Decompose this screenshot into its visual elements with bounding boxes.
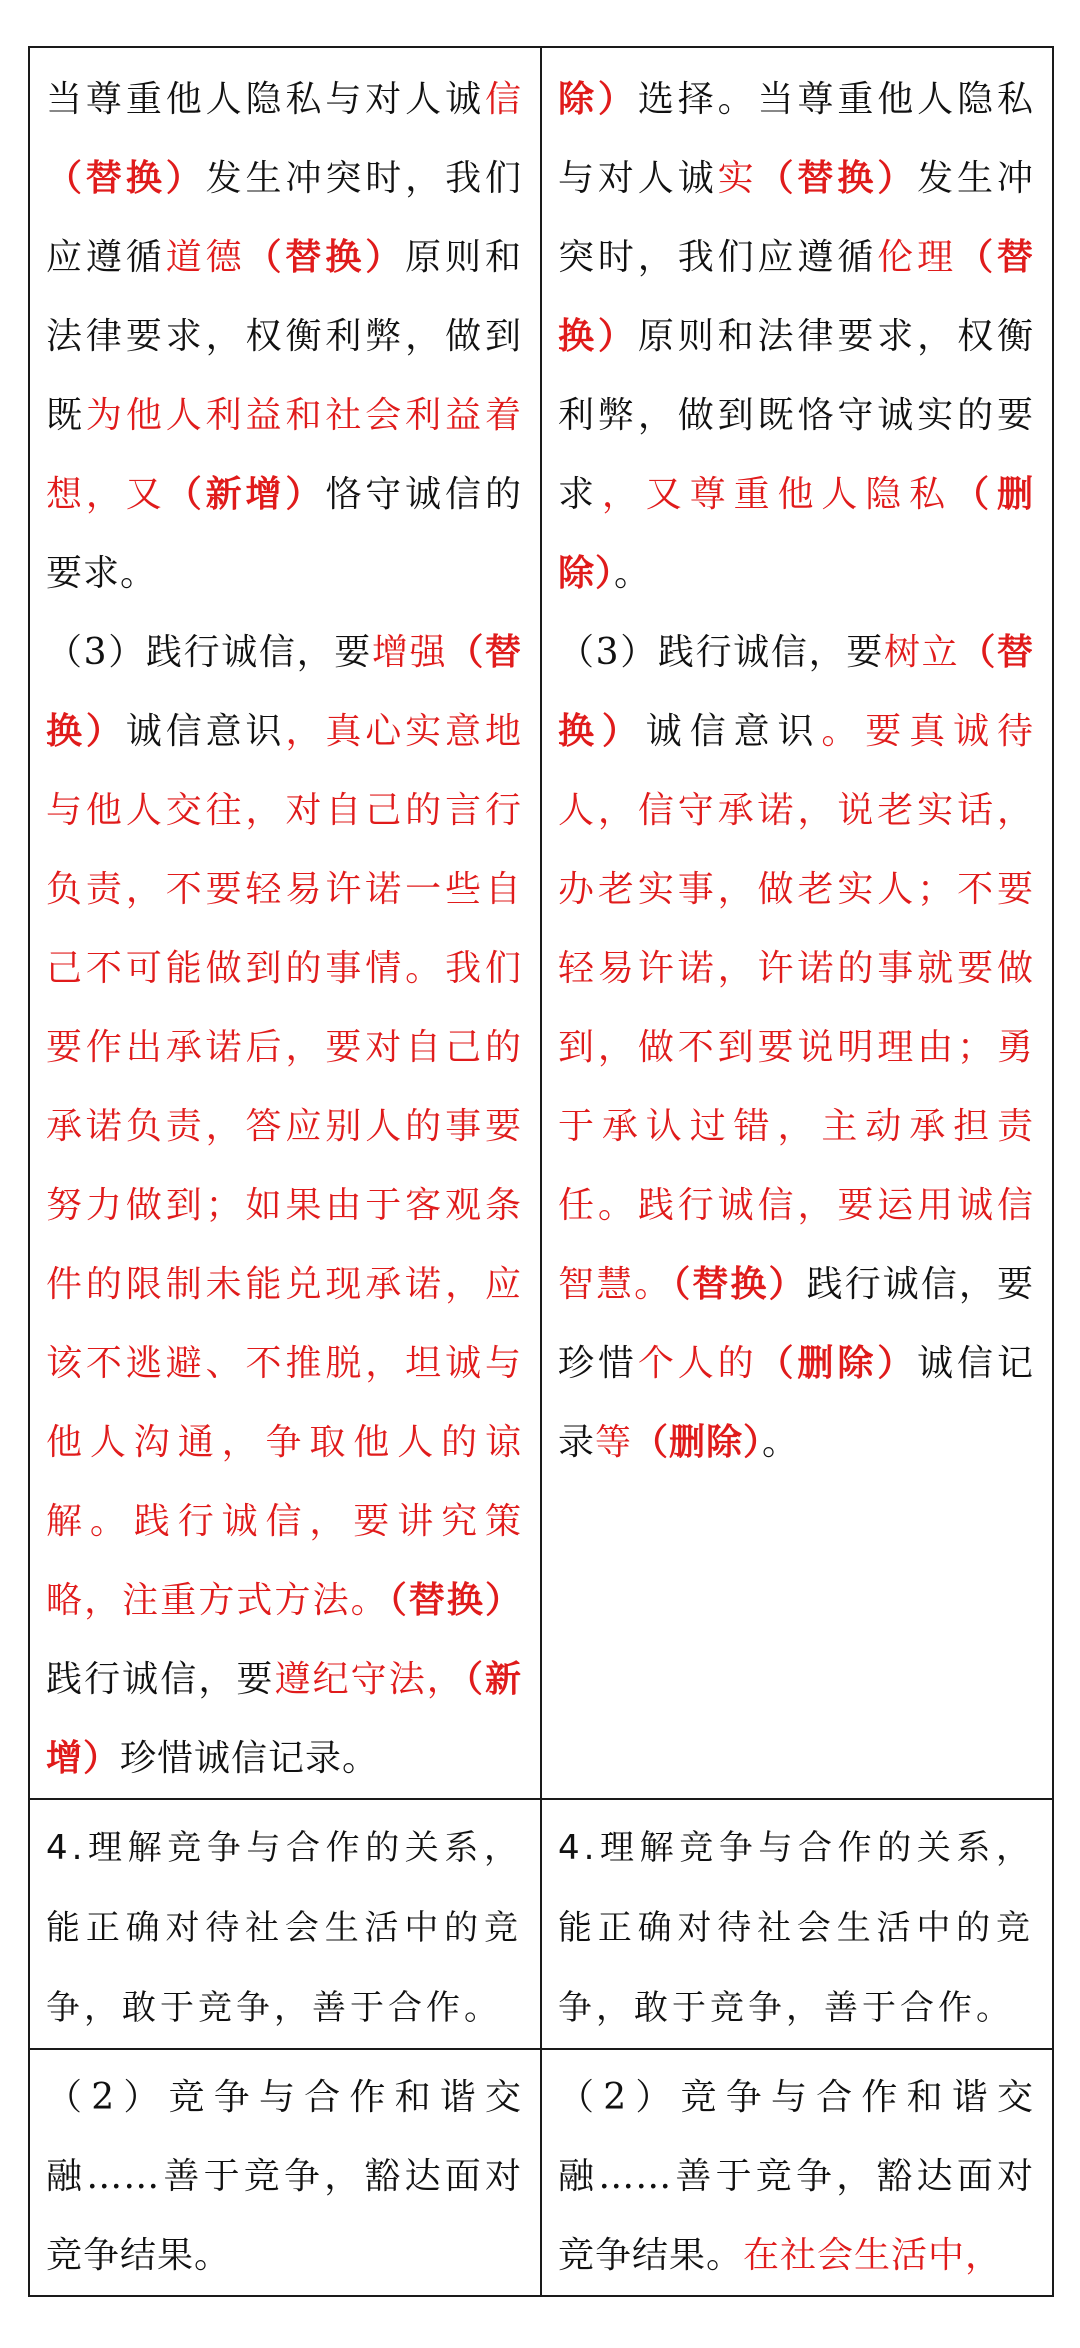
revised-text-segment: 树立 xyxy=(883,632,960,673)
table-row-competition xyxy=(29,2049,1053,2296)
revised-text-segment: 。要真诚待人，信守承诺，说老实话，办老实事，做老实人；不要轻易许诺，许诺的事就要做到，做不到要说明理由；勇于承认过错，主动承担责任。践行诚信，要运用诚信智慧。 xyxy=(558,711,1034,1305)
text-segment: 诚信意识 xyxy=(645,711,822,752)
revision-tag: （删除） xyxy=(757,1342,918,1384)
revised-text-segment: 增强 xyxy=(371,632,448,673)
revised-text-segment: 为他人利益和社会利益着想，又 xyxy=(46,395,522,515)
revised-text-segment: 实 xyxy=(717,158,758,199)
table-row-standard xyxy=(29,1799,1053,2049)
revision-tag: （替换） xyxy=(46,157,206,199)
text-segment: 诚信意识 xyxy=(125,711,286,752)
left-text-standard xyxy=(30,1800,540,2048)
right-cell-competition xyxy=(541,2049,1053,2296)
revision-tag: （替换） xyxy=(245,236,406,278)
left-cell-standard xyxy=(29,1799,541,2049)
text-segment: 。 xyxy=(762,1422,800,1463)
revision-tag: （替换） xyxy=(558,236,1034,357)
comparison-table xyxy=(28,46,1054,2297)
revision-tag: （替换） xyxy=(672,1263,807,1305)
revision-tag: （替换） xyxy=(757,157,918,199)
text-segment: 4.理解竞争与合作的关系，能正确对待社会生活中的竞争，敢于竞争，善于合作。 xyxy=(558,1828,1034,2028)
table-row-main xyxy=(29,47,1053,1799)
text-segment: 发生冲突时，我们应遵循 xyxy=(558,158,1034,278)
revision-tag: （删除） xyxy=(632,1421,763,1463)
right-text-competition xyxy=(542,2050,1052,2295)
right-text-standard xyxy=(542,1800,1052,2048)
text-segment: 选择。当尊重他人隐私与对人诚 xyxy=(558,79,1034,199)
text-segment: 4.理解竞争与合作的关系，能正确对待社会生活中的竞争，敢于竞争，善于合作。 xyxy=(46,1828,522,2028)
revision-tag: （替换） xyxy=(46,631,522,752)
revision-tag: （删除） xyxy=(558,473,1034,594)
text-segment: 当尊重他人隐私与对人诚 xyxy=(46,79,485,120)
text-segment: （2）竞争与合作和谐交融……善于竞争，豁达面对竞争结果。 xyxy=(558,2077,1034,2276)
left-text-main xyxy=(30,48,540,1798)
revised-text-segment: 在社会生活中， xyxy=(743,2235,1003,2276)
revision-tag: （替换） xyxy=(388,1579,522,1621)
text-segment: （2）竞争与合作和谐交融……善于竞争，豁达面对竞争结果。 xyxy=(46,2077,522,2276)
revised-text-segment: 遵纪守法， xyxy=(274,1659,465,1700)
revised-text-segment: 信 xyxy=(484,79,522,120)
text-segment: 。 xyxy=(614,553,652,594)
left-text-competition xyxy=(30,2050,540,2295)
revision-tag: （新增） xyxy=(46,1658,522,1779)
right-cell-main xyxy=(541,47,1053,1799)
revised-text-segment: 伦理 xyxy=(877,237,958,278)
revised-text-segment: 个人的 xyxy=(637,1343,758,1384)
text-segment: 恪守诚信的要求。 xyxy=(46,474,522,594)
revision-tag: 除） xyxy=(558,78,638,120)
revised-text-segment: ，又尊重他人隐私 xyxy=(601,474,954,515)
left-cell-main xyxy=(29,47,541,1799)
text-segment: （3）践行诚信，要 xyxy=(46,632,372,673)
text-segment: 原则和法律要求，权衡利弊，做到既 xyxy=(46,237,522,436)
text-segment: 践行诚信，要珍惜 xyxy=(558,1264,1034,1384)
right-text-main xyxy=(542,48,1052,1482)
text-segment: 珍惜诚信记录。 xyxy=(120,1738,380,1779)
text-segment: 践行诚信，要 xyxy=(46,1659,275,1700)
text-segment: 发生冲突时，我们应遵循 xyxy=(46,158,522,278)
right-cell-standard xyxy=(541,1799,1053,2049)
revision-tag: （新增） xyxy=(165,473,326,515)
text-segment: 原则和法律要求，权衡利弊，做到既恪守诚实的要求 xyxy=(558,316,1034,515)
revised-text-segment: 道德 xyxy=(165,237,246,278)
left-cell-competition xyxy=(29,2049,541,2296)
revised-text-segment: 等 xyxy=(595,1422,633,1463)
revised-text-segment: ，真心实意地与他人交往，对自己的言行负责，不要轻易许诺一些自己不可能做到的事情。我们要作出承诺后，要对自己的承诺负责，答应别人的事要努力做到；如果由于客观条件的限制未能兑现承诺，应该不逃避、不推脱，坦诚与他人沟通，争取他人的谅解。践行诚信，要讲究策略，注重方式方法。 xyxy=(46,711,522,1621)
text-segment: （3）践行诚信，要 xyxy=(558,632,884,673)
revision-tag: （替换） xyxy=(558,631,1034,752)
text-segment: 诚信记录 xyxy=(558,1343,1034,1463)
